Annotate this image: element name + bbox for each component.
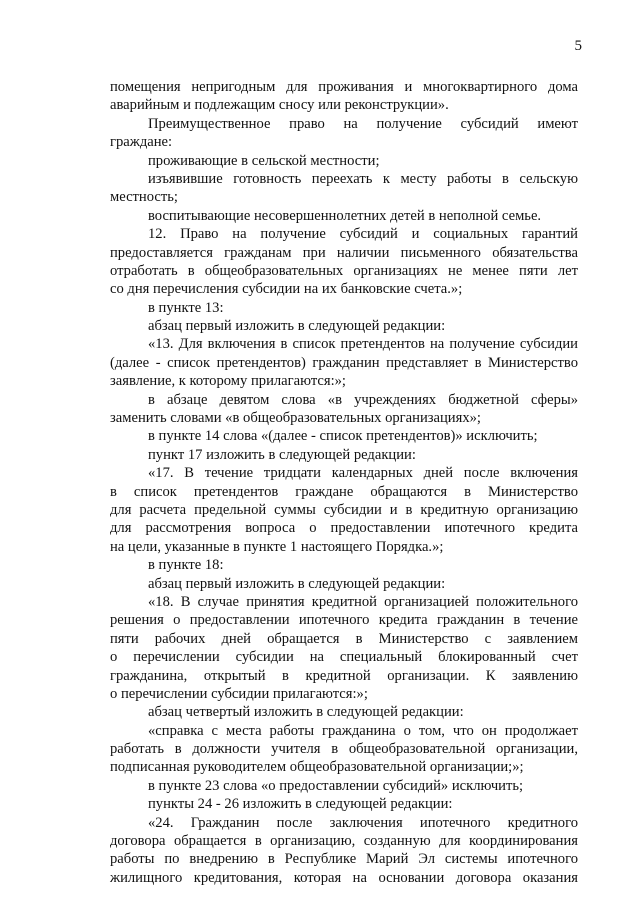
text-line: (далее - список претендентов) гражданин представляет в Министерство (110, 354, 578, 371)
text-line: со дня перечисления субсидии на их банковские счета.»; (110, 281, 463, 298)
text-line: пяти рабочих дней обращается в Министерство с заявлением (110, 630, 578, 647)
text-line: для рассмотрения вопроса о предоставлении ипотечного кредита (110, 520, 578, 537)
text-line: «13. Для включения в список претендентов на получение субсидии (148, 336, 578, 353)
text-line: о перечислении субсидии прилагаются:»; (110, 685, 368, 702)
text-line: жилищного кредитования, которая на основании договора оказания (110, 869, 578, 886)
text-line: пункт 17 изложить в следующей редакции: (148, 446, 416, 463)
text-line: граждане: (110, 134, 173, 151)
text-line: заменить словами «в общеобразовательных организациях»; (110, 410, 481, 427)
text-line: заявление, к которому прилагаются:»; (110, 373, 346, 390)
document-body (110, 78, 578, 887)
text-line: в пункте 18: (148, 557, 224, 574)
text-line: предоставляется гражданам при наличии письменного обязательства (110, 244, 578, 261)
text-line: в пункте 13: (148, 299, 224, 316)
text-line: для расчета предельной суммы субсидии и в кредитную организацию (110, 501, 578, 518)
text-line: местность; (110, 189, 178, 206)
text-line: на цели, указанные в пункте 1 настоящего Порядка.»; (110, 538, 444, 555)
text-line: помещения непригодным для проживания и многоквартирного дома (110, 79, 578, 95)
text-line: в пункте 23 слова «о предоставлении субсидий» исключить; (148, 777, 524, 794)
page-number: 5 (574, 38, 582, 54)
text-line: решения о предоставлении ипотечного кредита гражданин в течение (110, 612, 578, 629)
text-line: «справка с места работы гражданина о том, что он продолжает (148, 722, 578, 739)
text-line: аварийным и подлежащим сносу или реконструкции». (110, 97, 449, 114)
text-line: отработать в общеобразовательных организациях не менее пяти лет (110, 262, 578, 279)
text-line: «17. В течение тридцати календарных дней после включения (148, 465, 578, 482)
text-line: о перечислении субсидии на специальный блокированный счет (110, 649, 578, 666)
text-line: договора обращается в организацию, созданную для координирования (110, 833, 578, 850)
text-line: в абзаце девятом слова «в учреждениях бюджетной сферы» (148, 391, 578, 408)
text-line: 12. Право на получение субсидий и социальных гарантий (148, 226, 578, 243)
text-line: абзац первый изложить в следующей редакции: (148, 575, 446, 592)
text-line: гражданина, открытый в кредитной организации. К заявлению (110, 667, 578, 684)
text-line: в пункте 14 слова «(далее - список претендентов)» исключить; (148, 428, 538, 445)
text-line: работы по внедрению в Республике Марий Эл системы ипотечного (110, 851, 578, 868)
text-line: Преимущественное право на получение субсидий имеют (148, 115, 578, 132)
text-line: в список претендентов граждане обращаются в Министерство (110, 483, 578, 500)
text-line: изъявившие готовность переехать к месту работы в сельскую (148, 170, 578, 187)
text-line: проживающие в сельской местности; (148, 152, 380, 169)
text-line: подписанная руководителем общеобразовательной организации;»; (110, 759, 524, 776)
text-line: воспитывающие несовершеннолетних детей в неполной семье. (148, 207, 542, 224)
text-line: работать в должности учителя в общеобразовательной организации, (110, 741, 578, 758)
text-line: абзац первый изложить в следующей редакции: (148, 318, 446, 335)
text-line: абзац четвертый изложить в следующей редакции: (148, 704, 464, 721)
text-line: «18. В случае принятия кредитной организацией положительного (148, 593, 578, 610)
text-line: «24. Гражданин после заключения ипотечного кредитного (148, 814, 578, 831)
text-line: пункты 24 - 26 изложить в следующей редакции: (148, 796, 453, 813)
